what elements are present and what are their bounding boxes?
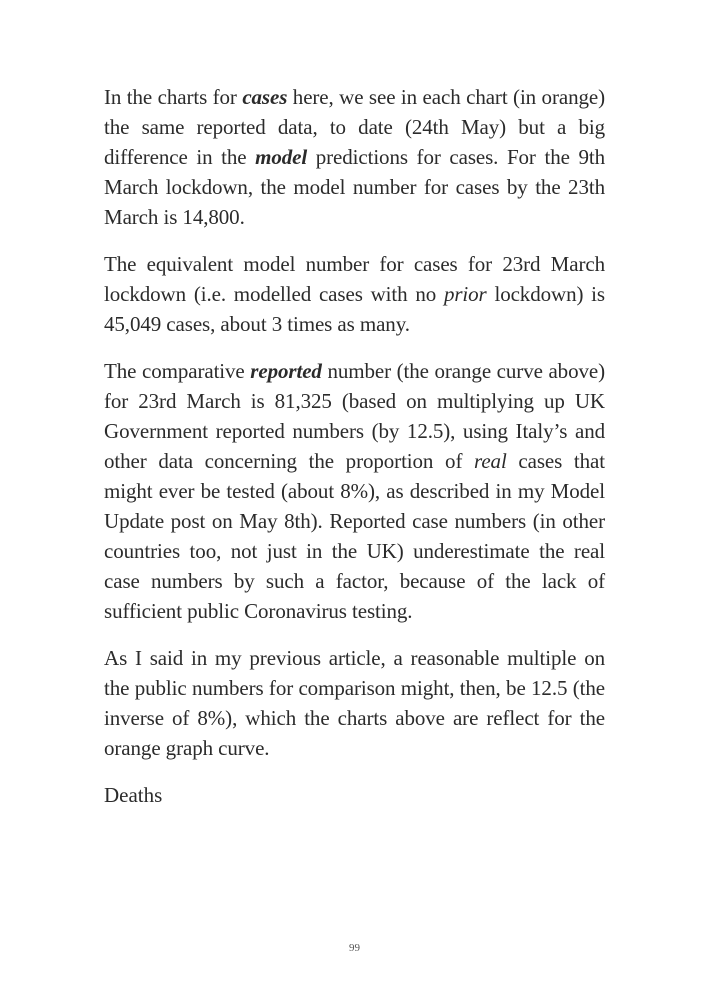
text-segment: number (the orange curve above) for 23rd March is 81,325 (based on multiplying up UK Government reported numbers (by 12.5), using Italy’s and other data concerning the proportion of [104, 359, 605, 473]
page-number: 99 [349, 942, 360, 954]
paragraph-equivalent-model [104, 249, 605, 339]
text-segment: cases that might ever be tested (about 8%), as described in my Model Update post on May 8th). Reported case numbers (in other countries too, not just in the UK) underestimate the real case numbers by such a factor, because of the lack of sufficient public Coronavirus testing. [104, 449, 606, 623]
paragraph-reported-number [104, 356, 605, 626]
text-segment: predictions for cases. For the 9th March lockdown, the model number for cases by the 23th March is 14,800. [104, 145, 605, 229]
text-segment: The comparative [104, 359, 251, 383]
emphasis-cases: cases [242, 85, 288, 109]
paragraph-cases-intro [104, 82, 605, 232]
emphasis-real: real [474, 449, 507, 473]
text-segment: As I said in my previous article, a reasonable multiple on the public numbers for comparison might, then, be 12.5 (the inverse of 8%), which the charts above are reflect for the orange graph curve. [104, 646, 605, 760]
emphasis-model: model [255, 145, 308, 169]
text-segment: In the charts for [104, 85, 243, 109]
page-body [104, 82, 605, 810]
paragraph-multiple [104, 643, 605, 763]
text-segment: here, we see in each chart (in orange) the same reported data, to date (24th May) but a big difference in the [104, 85, 605, 169]
emphasis-prior: prior [443, 282, 487, 306]
text-segment: The equivalent model number for cases for 23rd March lockdown (i.e. modelled cases with no [104, 252, 605, 306]
emphasis-reported: reported [250, 359, 322, 383]
text-segment: lockdown) is 45,049 cases, about 3 times as many. [104, 282, 605, 336]
section-heading-deaths: Deaths [104, 783, 163, 807]
